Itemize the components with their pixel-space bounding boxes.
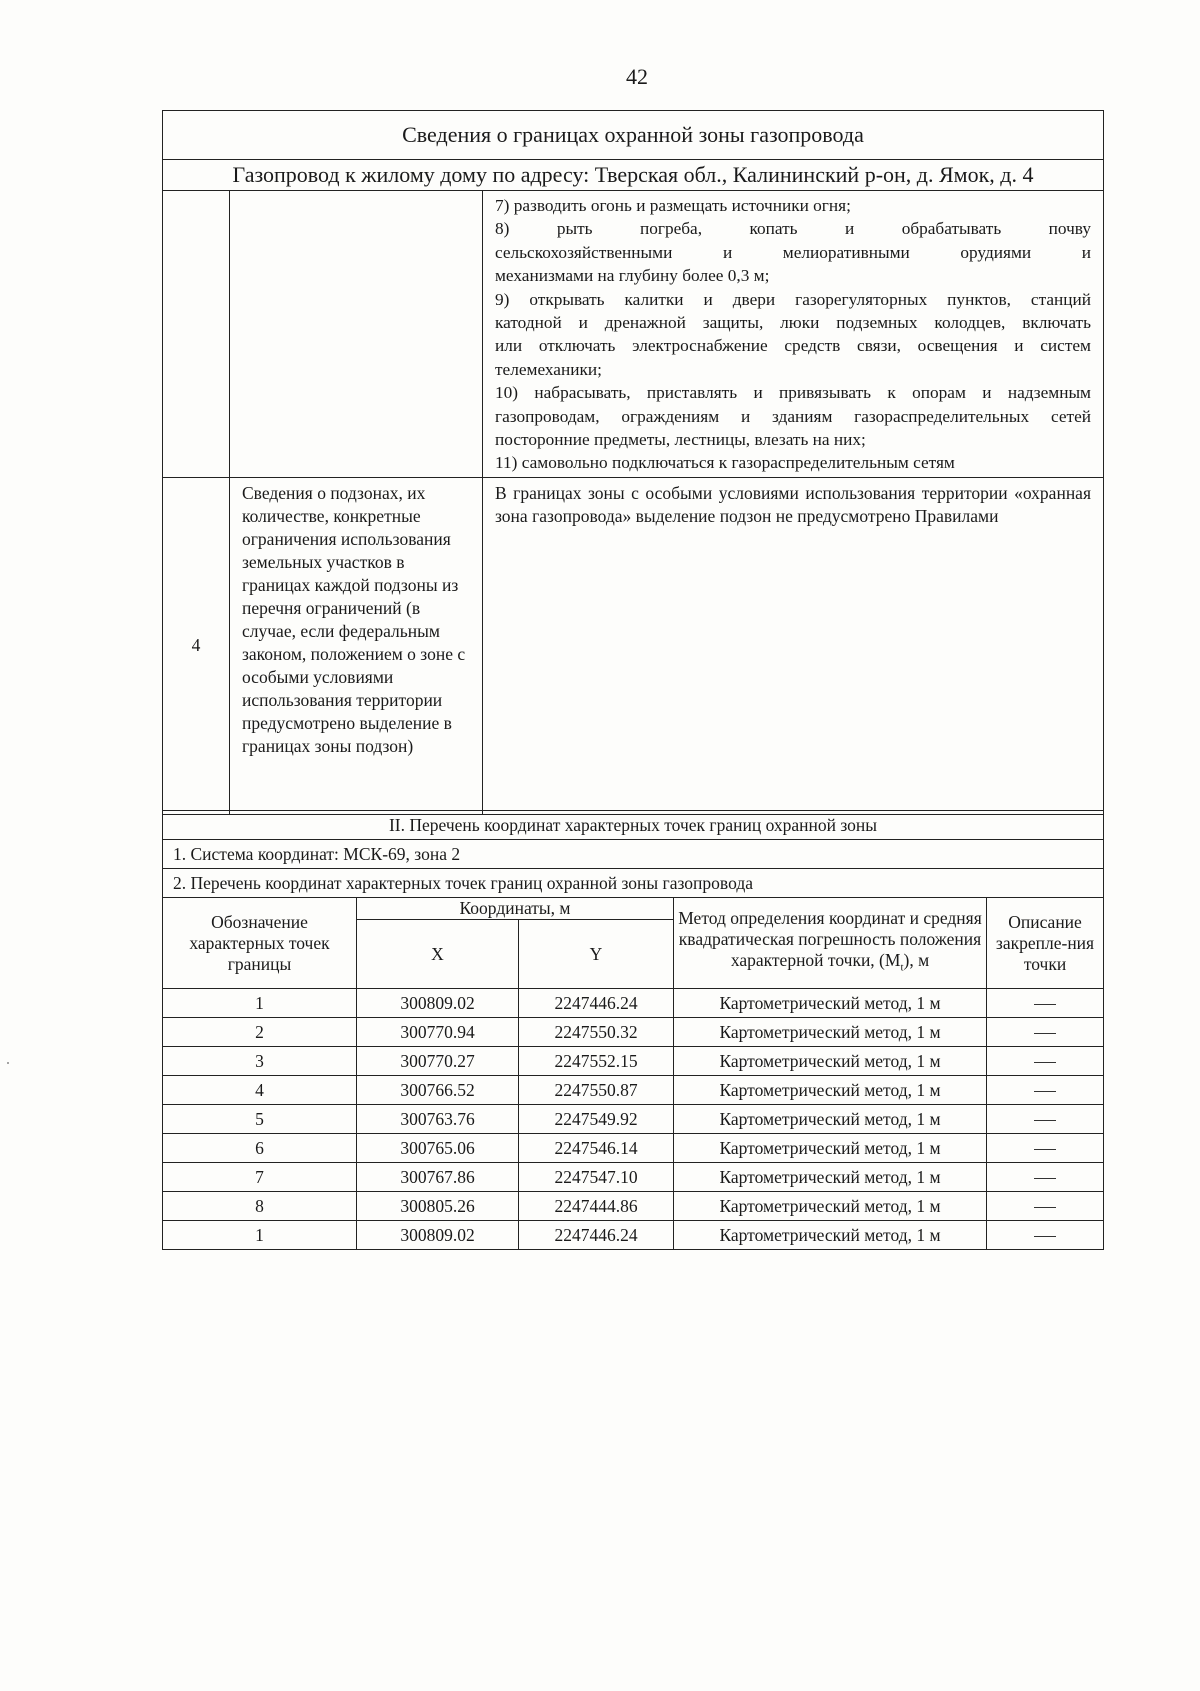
table-row xyxy=(163,1018,1104,1047)
point-id: 3 xyxy=(163,1047,357,1076)
coord-x: 300766.52 xyxy=(357,1076,519,1105)
pipeline-address: Газопровод к жилому дому по адресу: Тверская обл., Калининский р-он, д. Ямок, д. 4 xyxy=(163,160,1104,191)
point-id: 8 xyxy=(163,1192,357,1221)
restriction-item: 10) набрасывать, приставлять и привязывать к опорам и надземным xyxy=(495,383,1091,403)
zone-info-table xyxy=(162,110,1104,815)
point-id: 4 xyxy=(163,1076,357,1105)
method: Картометрический метод, 1 м xyxy=(674,1076,987,1105)
restrictions-list xyxy=(483,191,1104,478)
header-method: Метод определения координат и средняя квадратическая погрешность положения характерной точки, $(M_t)$, м xyxy=(674,898,987,989)
method: Картометрический метод, 1 м xyxy=(674,1221,987,1250)
coord-x: 300767.86 xyxy=(357,1163,519,1192)
table-row xyxy=(163,1047,1104,1076)
restriction-item: 11) самовольно подключаться к газораспределительным сетям xyxy=(495,453,955,473)
method: Картометрический метод, 1 м xyxy=(674,989,987,1018)
header-point: Обозначение характерных точек границы xyxy=(163,898,357,989)
coord-y: 2247546.14 xyxy=(519,1134,674,1163)
restriction-item: 8) рыть погреба, копать и обрабатывать почву xyxy=(495,219,1091,239)
coord-y: 2247550.87 xyxy=(519,1076,674,1105)
restriction-item: или отключать электроснабжение средств связи, освещения и систем xyxy=(495,336,1091,356)
empty-label-cell xyxy=(230,191,483,478)
point-id: 5 xyxy=(163,1105,357,1134)
header-description: Описание закрепле-ния точки xyxy=(987,898,1104,989)
coord-x: 300763.76 xyxy=(357,1105,519,1134)
subzone-label: Сведения о подзонах, их количестве, конкретные ограничения использования земельных участков в границах каждой подзоны из перечня ограничений (в случае, если федеральным законом, положением о зоне с особыми условиями использования территории предусмотрено выделение в границах зоны подзон) xyxy=(230,477,483,814)
description-dash xyxy=(987,1192,1104,1221)
coord-y: 2247446.24 xyxy=(519,989,674,1018)
method: Картометрический метод, 1 м xyxy=(674,1047,987,1076)
coord-x: 300765.06 xyxy=(357,1134,519,1163)
description-dash xyxy=(987,1018,1104,1047)
description-dash xyxy=(987,1105,1104,1134)
coordinate-system: 1. Система координат: МСК-69, зона 2 xyxy=(163,840,1104,869)
point-id: 7 xyxy=(163,1163,357,1192)
row-number: 4 xyxy=(163,477,230,814)
table-row xyxy=(163,1163,1104,1192)
table-row xyxy=(163,1105,1104,1134)
table-title: Сведения о границах охранной зоны газопровода xyxy=(163,111,1104,160)
coord-x: 300809.02 xyxy=(357,1221,519,1250)
description-dash xyxy=(987,1221,1104,1250)
coord-y: 2247444.86 xyxy=(519,1192,674,1221)
restriction-item: 9) открывать калитки и двери газорегуляторных пунктов, станций xyxy=(495,289,1091,309)
coord-y: 2247549.92 xyxy=(519,1105,674,1134)
coord-x: 300809.02 xyxy=(357,989,519,1018)
point-id: 2 xyxy=(163,1018,357,1047)
method: Картометрический метод, 1 м xyxy=(674,1163,987,1192)
header-coordinates: Координаты, м xyxy=(357,898,674,920)
description-dash xyxy=(987,1047,1104,1076)
method: Картометрический метод, 1 м xyxy=(674,1105,987,1134)
method: Картометрический метод, 1 м xyxy=(674,1192,987,1221)
table-row xyxy=(163,1134,1104,1163)
subzone-info: В границах зоны с особыми условиями использования территории «охранная зона газопровода» выделение подзон не предусмотрено Правилами xyxy=(483,477,1104,814)
coord-x: 300770.27 xyxy=(357,1047,519,1076)
coord-x: 300770.94 xyxy=(357,1018,519,1047)
description-dash xyxy=(987,1134,1104,1163)
table-row xyxy=(163,1221,1104,1250)
header-x: X xyxy=(357,920,519,989)
coordinates-list-title: 2. Перечень координат характерных точек границ охранной зоны газопровода xyxy=(163,869,1104,898)
coord-x: 300805.26 xyxy=(357,1192,519,1221)
restriction-item: механизмами на глубину более 0,3 м; xyxy=(495,266,770,286)
restriction-item: газопроводам, ограждениям и зданиям газораспределительных сетей xyxy=(495,406,1091,426)
restriction-item: телемеханики; xyxy=(495,359,602,379)
coordinates-table xyxy=(162,810,1104,1250)
header-y: Y xyxy=(519,920,674,989)
point-id: 1 xyxy=(163,1221,357,1250)
coord-y: 2247547.10 xyxy=(519,1163,674,1192)
table-row xyxy=(163,989,1104,1018)
coord-y: 2247550.32 xyxy=(519,1018,674,1047)
method: Картометрический метод, 1 м xyxy=(674,1134,987,1163)
description-dash xyxy=(987,1163,1104,1192)
page-number: 42 xyxy=(626,64,648,89)
coord-y: 2247552.15 xyxy=(519,1047,674,1076)
table-row xyxy=(163,1076,1104,1105)
restriction-item: 7) разводить огонь и размещать источники огня; xyxy=(495,196,851,215)
point-id: 6 xyxy=(163,1134,357,1163)
empty-number-cell xyxy=(163,191,230,478)
table-row xyxy=(163,1192,1104,1221)
section-title: II. Перечень координат характерных точек границ охранной зоны xyxy=(163,811,1104,840)
point-id: 1 xyxy=(163,989,357,1018)
method: Картометрический метод, 1 м xyxy=(674,1018,987,1047)
description-dash xyxy=(987,989,1104,1018)
restriction-item: катодной и дренажной защиты, люки подземных колодцев, включать xyxy=(495,313,1091,333)
scan-speck xyxy=(7,1062,9,1064)
restriction-item: посторонние предметы, лестницы, влезать на них; xyxy=(495,430,866,450)
description-dash xyxy=(987,1076,1104,1105)
restriction-item: сельскохозяйственными и мелиоративными орудиями и xyxy=(495,242,1091,262)
coord-y: 2247446.24 xyxy=(519,1221,674,1250)
